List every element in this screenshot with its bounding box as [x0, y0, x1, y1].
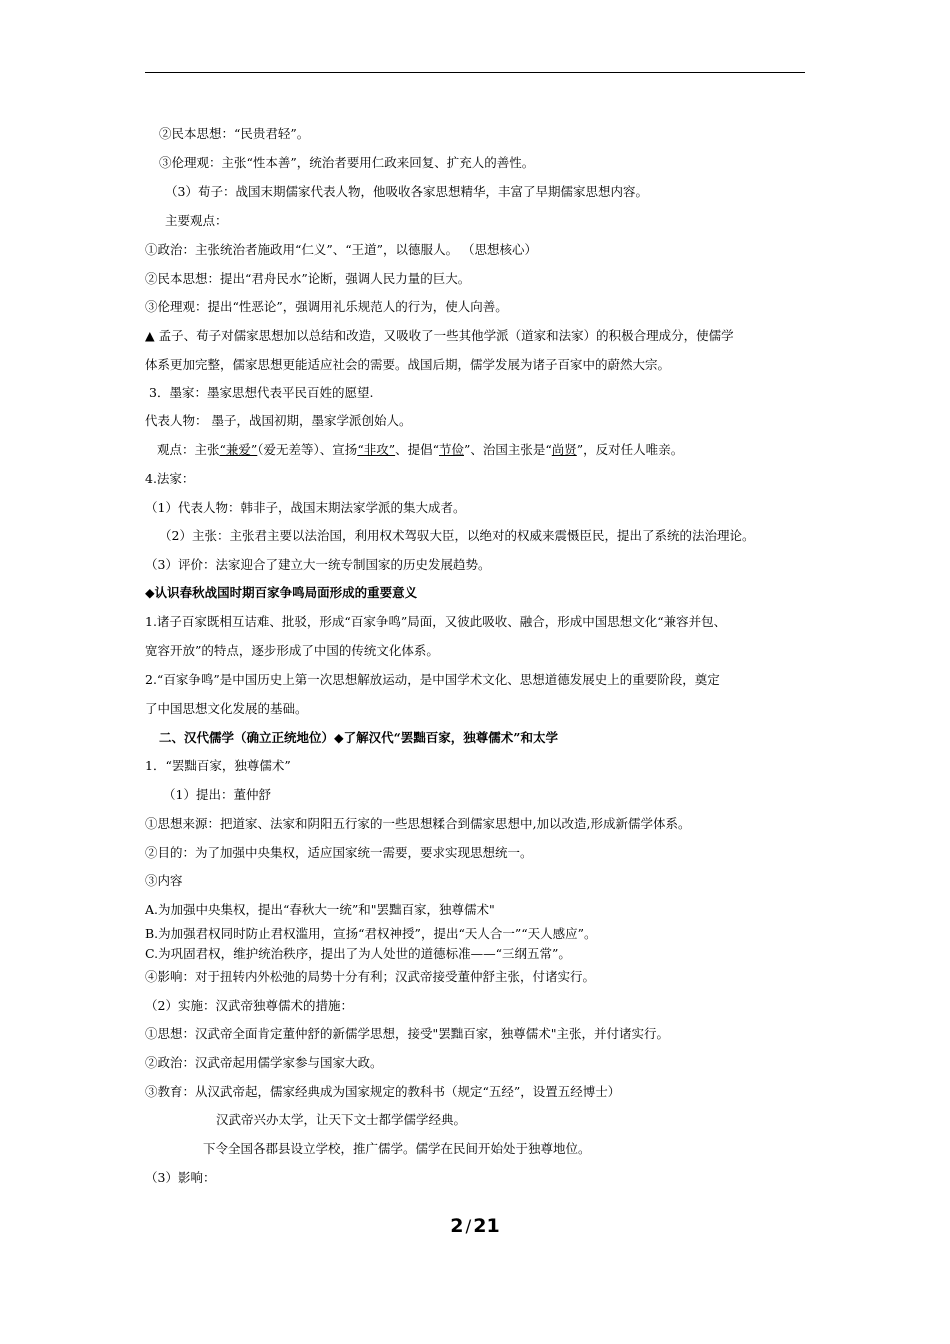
text-line: 2.“百家争鸣”是中国历史上第一次思想解放运动，是中国学术文化、思想道德发展史上的重要阶段，奠定: [145, 672, 720, 687]
underlined-term: 节俭: [438, 442, 464, 457]
text-line: ②民本思想：“民贵君轻”。: [159, 126, 310, 141]
text-line: （3）荀子：战国末期儒家代表人物，他吸收各家思想精华，丰富了早期儒家思想内容。: [165, 184, 648, 199]
text-line: 汉武帝兴办太学，让天下文士都学儒学经典。: [216, 1112, 467, 1127]
text-line: C.为巩固君权，维护统治秩序，提出了为人处世的道德标准——“三纲五常”。: [145, 946, 571, 961]
underlined-term: “兼爱”: [219, 442, 258, 457]
text-line: ③伦理观：主张“性本善”，统治者要用仁政来回复、扩充人的善性。: [159, 155, 535, 170]
text-line: 代表人物： 墨子，战国初期，墨家学派创始人。: [145, 413, 412, 428]
text-line: A.为加强中央集权，提出“春秋大一统”和"罢黜百家，独尊儒术": [145, 902, 495, 917]
text-line: ④影响：对于扭转内外松弛的局势十分有利；汉武帝接受董仲舒主张，付诸实行。: [145, 969, 596, 984]
text-run: 观点：主张: [157, 442, 220, 457]
page-separator: /: [465, 1217, 472, 1237]
text-line: ①政治：主张统治者施政用“仁义”、“王道”，以德服人。 （思想核心）: [145, 242, 538, 257]
text-line: 主要观点：: [165, 213, 228, 228]
text-line: （3）影响：: [145, 1170, 216, 1185]
text-line: ▲ 孟子、荀子对儒家思想加以总结和改造，又吸收了一些其他学派（道家和法家）的积极合理成分，使儒学: [145, 328, 734, 343]
text-line: ③教育：从汉武帝起，儒家经典成为国家规定的教科书（规定“五经”，设置五经博士）: [145, 1084, 621, 1099]
text-line: 宽容开放”的特点，逐步形成了中国的传统文化体系。: [145, 643, 439, 658]
underlined-term: “非攻”: [357, 442, 396, 457]
text-line: ②民本思想：提出“君舟民水”论断，强调人民力量的巨大。: [145, 271, 471, 286]
text-line: （2）实施：汉武帝独尊儒术的措施：: [145, 998, 353, 1013]
text-line: ③伦理观：提出“性恶论”，强调用礼乐规范人的行为，使人向善。: [145, 299, 508, 314]
text-line: 4.法家：: [145, 471, 195, 486]
current-page: 2: [450, 1215, 464, 1237]
text-line: ③内容: [145, 873, 183, 888]
text-run: （爱无差等）、宣扬: [257, 442, 358, 457]
text-line: 3．墨家：墨家思想代表平民百姓的愿望.: [149, 385, 374, 400]
text-line: （1）代表人物：韩非子，战国末期法家学派的集大成者。: [145, 500, 466, 515]
text-line: ①思想来源：把道家、法家和阴阳五行家的一些思想糅合到儒家思想中,加以改造,形成新儒学体系。: [145, 816, 691, 831]
text-line: （3）评价：法家迎合了建立大一统专制国家的历史发展趋势。: [145, 557, 491, 572]
underlined-term: 尚贤: [551, 442, 577, 457]
text-line: 了中国思想文化发展的基础。: [145, 701, 308, 716]
text-line: （1）提出：董仲舒: [163, 787, 271, 802]
page-number: [0, 1214, 950, 1239]
text-line: ①思想：汉武帝全面肯定董仲舒的新儒学思想，接受"罢黜百家，独尊儒术"主张，并付诸实行。: [145, 1026, 670, 1041]
text-line: 体系更加完整，儒家思想更能适应社会的需要。战国后期，儒学发展为诸子百家中的蔚然大宗。: [145, 357, 671, 372]
text-line: 1.诸子百家既相互诘难、批驳，形成“百家争鸣”局面，又彼此吸收、融合，形成中国思想文化“兼容并包、: [145, 614, 727, 629]
total-pages: 21: [473, 1215, 500, 1237]
text-line: ②目的：为了加强中央集权，适应国家统一需要，要求实现思想统一。: [145, 845, 533, 860]
text-line: ②政治：汉武帝起用儒学家参与国家大政。: [145, 1055, 383, 1070]
text-run: ”，反对任人唯亲。: [576, 442, 684, 457]
text-line: 下令全国各郡县设立学校，推广儒学。儒学在民间开始处于独尊地位。: [203, 1141, 591, 1156]
text-line: B.为加强君权同时防止君权滥用，宣扬“君权神授”，提出“天人合一”“天人感应”。: [145, 926, 597, 941]
text-run: ”、治国主张是“: [464, 442, 552, 457]
header-rule: [145, 72, 805, 73]
text-run: 、提倡“: [395, 442, 439, 457]
section-heading: ◆认识春秋战国时期百家争鸣局面形成的重要意义: [145, 585, 418, 600]
text-line: [145, 442, 830, 458]
section-heading: 二、汉代儒学（确立正统地位）◆了解汉代“罢黜百家，独尊儒术”和太学: [159, 730, 558, 745]
text-line: （2）主张：主张君主要以法治国，利用权术驾驭大臣，以绝对的权威来震慑臣民，提出了系统的法治理论。: [159, 528, 755, 543]
text-line: 1．“罢黜百家，独尊儒术”: [145, 758, 291, 773]
